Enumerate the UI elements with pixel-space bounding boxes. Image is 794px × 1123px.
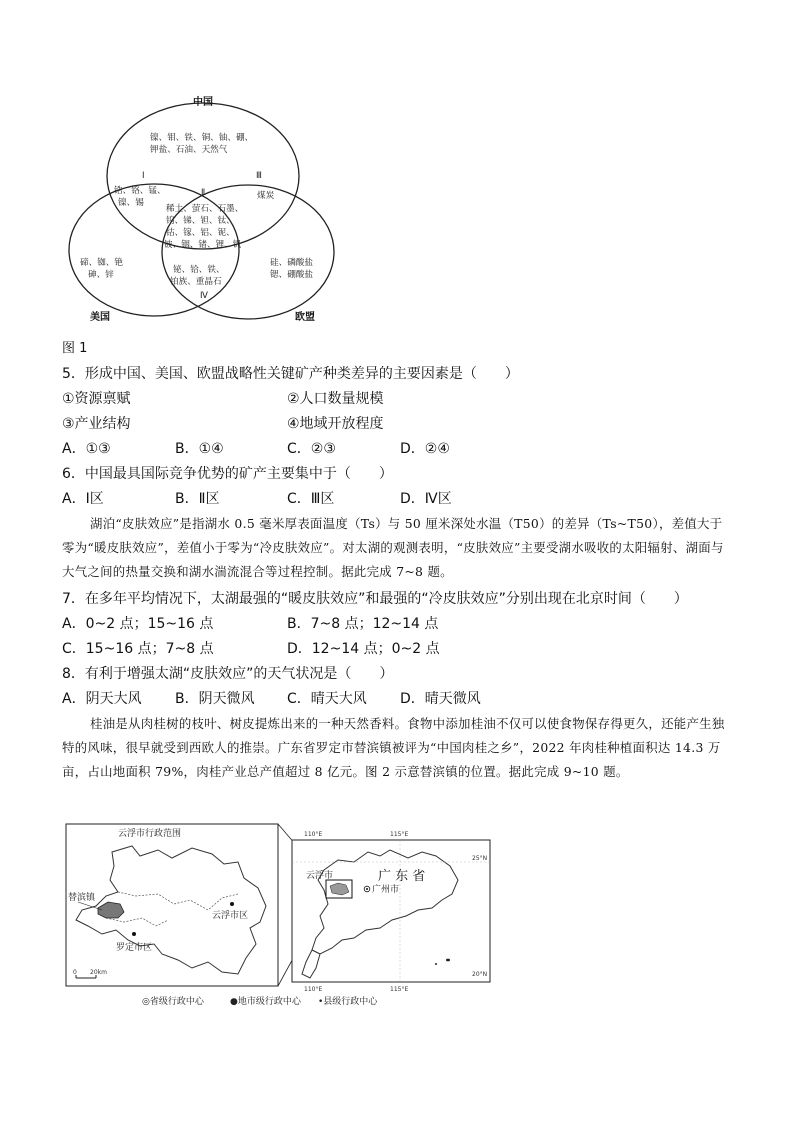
- yunfu-district-label: 云浮市区: [212, 911, 249, 921]
- scale-zero: 0: [73, 969, 77, 976]
- yunfu-city-label: 云浮市: [306, 871, 334, 881]
- tibin-label: 替滨镇: [68, 893, 96, 903]
- q8-option-d[interactable]: D．晴天微风: [400, 691, 481, 707]
- region-2-line-1: 稀土、萤石、石墨、: [166, 204, 244, 214]
- region-2-line-3: 钴、镓、铝、铌、: [166, 228, 235, 238]
- passage-cinnamon: 桂油是从肉桂树的枝叶、树皮提炼出来的一种天然香料。食物中添加桂油不仅可以使食物保存得更久，还能产生独特的风味，很早就受到西欧人的推崇。广东省罗定市替滨镇被评为“中国肉桂之乡”，2022 年肉桂种植面积达 14.3 万亩，占山地面积 79%，肉桂产业总产值超过 8 亿元。图 2 示意替滨镇的位置。据此完成 9~10 题。: [62, 716, 725, 779]
- china-only-line-1: 镍、钼、铁、铜、铀、硼、: [150, 133, 254, 143]
- q6-stem: 6．中国最具国际竞争优势的矿产主要集中于（ ）: [62, 466, 393, 482]
- guangzhou-symbol-inner: [366, 888, 368, 890]
- eu-only-line-1: 硅、磷酸盐: [270, 258, 313, 268]
- region-2-line-2: 钨、锑、钽、钛、: [166, 216, 235, 226]
- lon-bottom-115: 115°E: [390, 986, 409, 993]
- guangzhou-label: 广州市: [372, 885, 400, 895]
- q8-stem: 8．有利于增强太湖“皮肤效应”的天气状况是（ ）: [62, 666, 394, 682]
- q5-option-b[interactable]: B．①④: [175, 441, 224, 457]
- q5-option-c[interactable]: C．②③: [287, 441, 336, 457]
- q7-option-a[interactable]: A．0~2 点；15~16 点: [62, 616, 214, 632]
- q5-stem: 5．形成中国、美国、欧盟战略性关键矿产种类差异的主要因素是（ ）: [62, 366, 519, 382]
- q6-option-b[interactable]: B．Ⅱ区: [175, 491, 220, 507]
- venn-diagram: [60, 92, 350, 332]
- yunfu-city-dot: [230, 902, 234, 906]
- yunfu-shape-small: [330, 883, 349, 895]
- luoding-district-label: 罗定市区: [116, 943, 153, 953]
- region-1-line-2: 镍、锡: [118, 198, 144, 208]
- region-2-label: Ⅱ: [201, 188, 206, 198]
- island-2: [435, 963, 437, 965]
- q6-option-d[interactable]: D．Ⅳ区: [400, 491, 452, 507]
- usa-only-line-1: 碲、铷、铯: [80, 258, 123, 268]
- china-label: 中国: [193, 97, 213, 108]
- q8-option-a[interactable]: A．阴天大风: [62, 691, 142, 707]
- q8-option-b[interactable]: B．阴天微风: [175, 691, 255, 707]
- luoding-dot: [132, 932, 136, 936]
- q7-option-c[interactable]: C．15~16 点；7~8 点: [62, 641, 214, 657]
- q5-item-2: ②人口数量规模: [287, 391, 384, 407]
- scale-20km: 20km: [90, 969, 107, 976]
- legend-prefecture: ●地市级行政中心: [230, 997, 301, 1007]
- q5-item-3: ③产业结构: [62, 416, 131, 432]
- region-4-line-1: 铋、铪、铁、: [173, 265, 225, 275]
- usa-label: 美国: [90, 312, 110, 323]
- figure-1-caption: 图 1: [62, 341, 88, 356]
- q8-option-c[interactable]: C．晴天大风: [287, 691, 367, 707]
- q6-option-c[interactable]: C．Ⅲ区: [287, 491, 335, 507]
- location-map: [62, 822, 502, 1012]
- q5-option-d[interactable]: D．②④: [400, 441, 450, 457]
- eu-only-line-2: 锶、硼酸盐: [270, 270, 313, 280]
- q6-option-a[interactable]: A．Ⅰ区: [62, 491, 104, 507]
- q5-item-1: ①资源禀赋: [62, 391, 131, 407]
- region-1-label: Ⅰ: [142, 171, 145, 181]
- q7-option-b[interactable]: B．7~8 点；12~14 点: [287, 616, 439, 632]
- legend-provincial: ◎省级行政中心: [142, 997, 204, 1007]
- region-4-label: Ⅳ: [200, 291, 208, 301]
- region-1-line-1: 锆、铬、锰、: [114, 186, 166, 196]
- lat-25n: 25°N: [472, 855, 488, 862]
- q7-stem: 7．在多年平均情况下，太湖最强的“暖皮肤效应”和最强的“冷皮肤效应”分别出现在北京时间（ ）: [62, 591, 688, 607]
- island: [446, 959, 450, 962]
- passage-skin-effect: 湖泊“皮肤效应”是指湖水 0.5 毫米厚表面温度（Ts）与 50 厘米深处水温（T50）的差异（Ts~T50），差值大于零为“暖皮肤效应”，差值小于零为“冷皮肤效应”。对太湖的观测表明，“皮肤效应”主要受湖水吸收的太阳辐射、湖面与大气之间的热量交换和湖水湍流混合等过程控制。据此完成 7~8 题。: [62, 516, 724, 579]
- region-3-line-1: 煤炭: [257, 191, 275, 201]
- china-only-line-2: 钾盐、石油、天然气: [150, 145, 228, 155]
- q7-option-d[interactable]: D．12~14 点；0~2 点: [287, 641, 440, 657]
- lon-bottom-110: 110°E: [304, 986, 323, 993]
- lon-top-110: 110°E: [304, 831, 323, 838]
- eu-label: 欧盟: [295, 312, 315, 323]
- region-3-label: Ⅲ: [256, 171, 262, 181]
- left-map-title: 云浮市行政范围: [118, 829, 182, 839]
- region-2-line-4: 铍、铟、锗、锂、钒: [164, 240, 242, 250]
- lon-top-115: 115°E: [390, 831, 409, 838]
- guangdong-label: 广 东 省: [378, 869, 426, 884]
- legend-county: •县级行政中心: [318, 997, 378, 1007]
- region-4-line-2: 铂族、重晶石: [170, 277, 222, 287]
- lat-20n: 20°N: [472, 971, 488, 978]
- q5-item-4: ④地域开放程度: [287, 416, 384, 432]
- q5-option-a[interactable]: A．①③: [62, 441, 111, 457]
- usa-only-line-2: 砷、锌: [88, 270, 114, 280]
